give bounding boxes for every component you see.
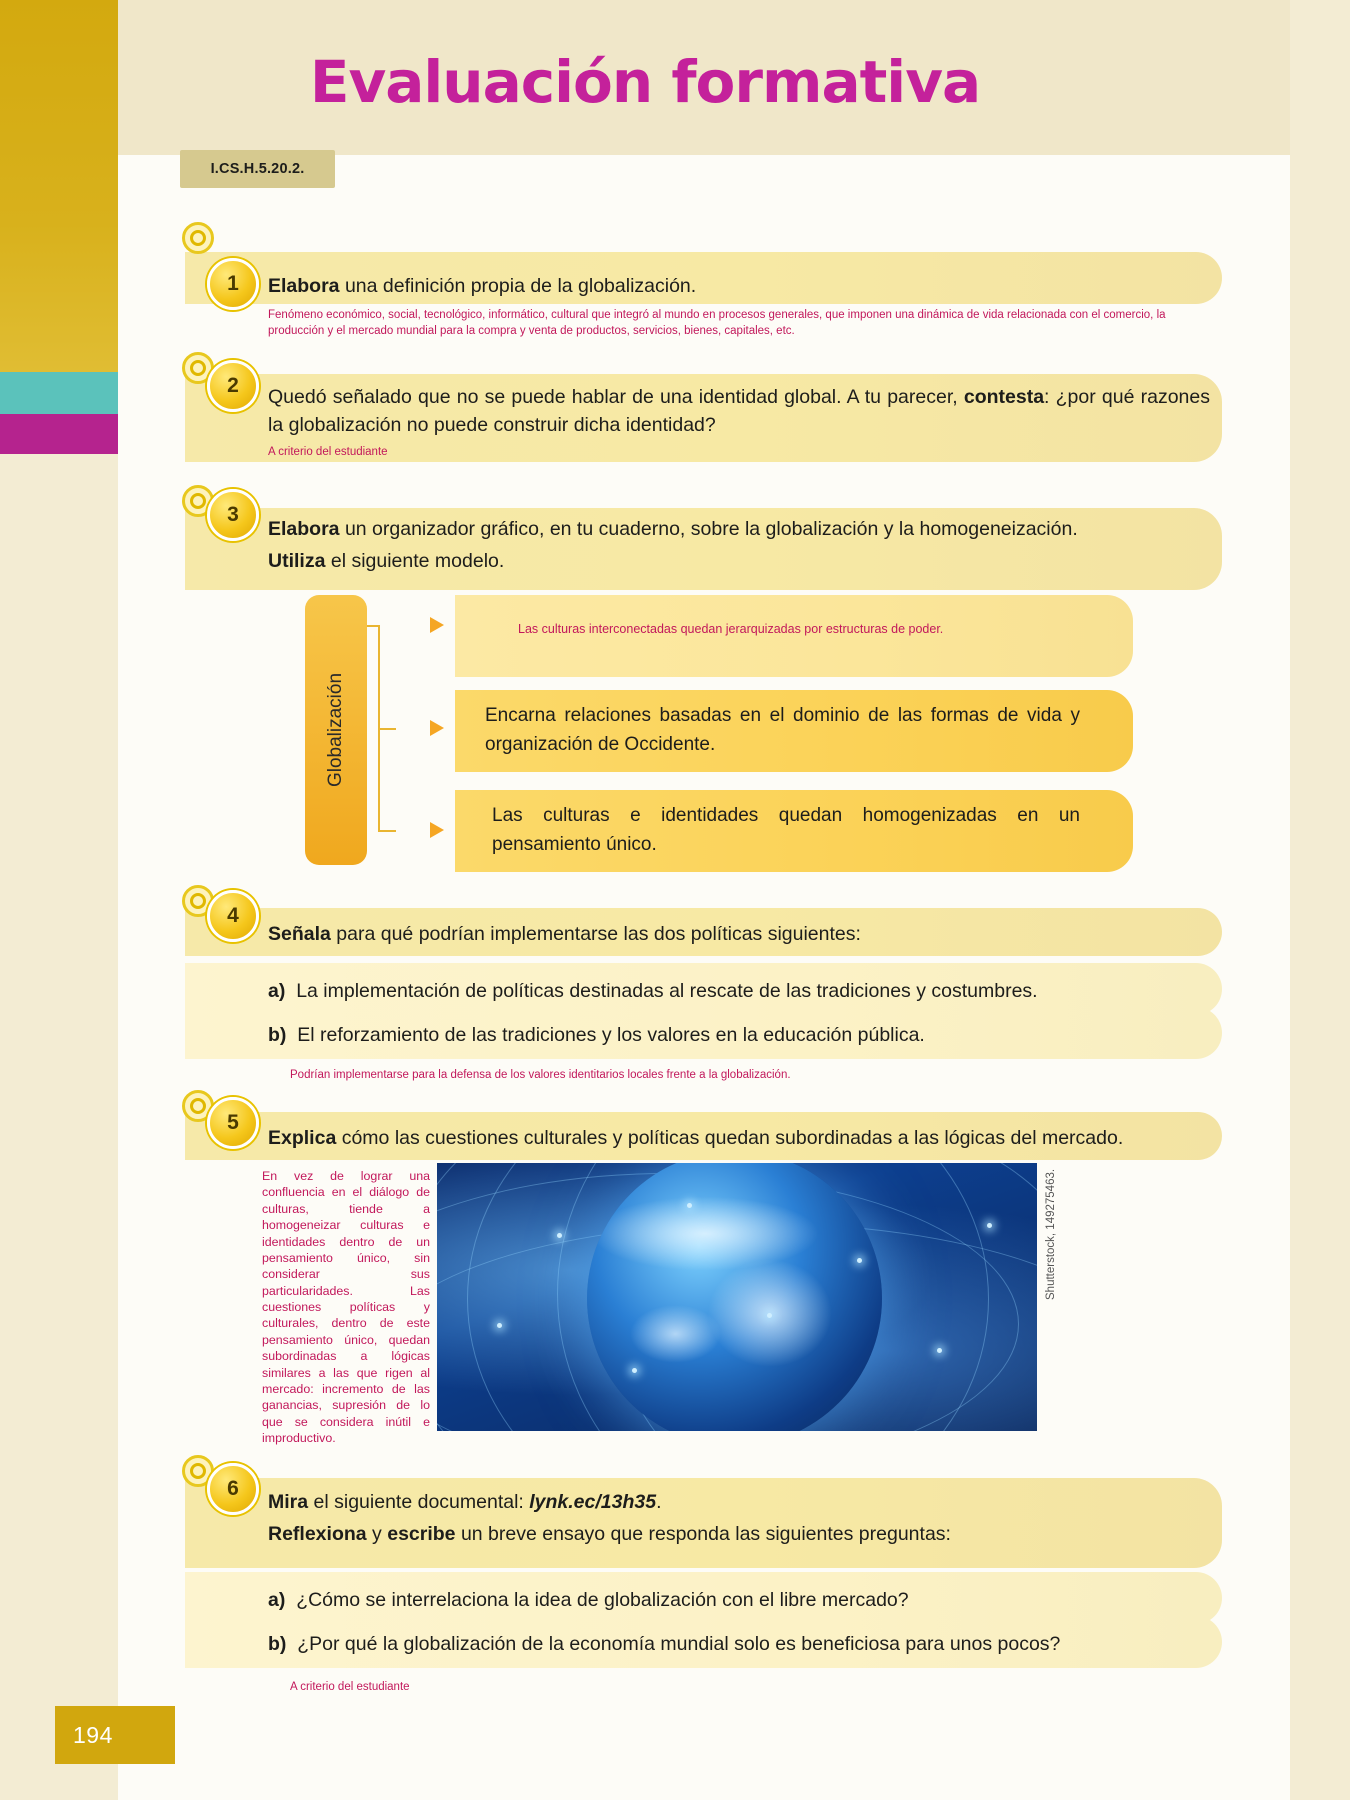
photo-credit: Shutterstock, 149275463.: [1045, 1168, 1057, 1300]
question-1-number: 1: [207, 258, 259, 310]
question-4-prompt-bold: Señala: [268, 923, 331, 945]
question-3-prompt-bold-2: Utiliza: [268, 550, 326, 572]
question-3-prompt: [268, 515, 1203, 543]
question-5-answer: En vez de lograr una confluencia en el diálogo de culturas, tiende a homogeneizar culturas e identidades dentro de un pensamiento único, sin considerar sus particularidades. Las cuestiones políticas y culturales, dentro de este pensamiento único, quedan subordinadas a lógicas similares a las que rigen al mercado: incremento de las ganancias, supresión de lo que se considera inútil e improductivo.: [262, 1169, 430, 1445]
question-6-prompt-rest-2: un breve ensayo que responda las siguientes preguntas:: [455, 1523, 951, 1545]
question-1-prompt: [268, 272, 1168, 300]
question-3-prompt-rest: un organizador gráfico, en tu cuaderno, sobre la globalización y la homogeneización.: [339, 518, 1078, 540]
spiral-decoration-1: [182, 222, 214, 254]
question-2-number: 2: [207, 360, 259, 412]
question-2-answer: A criterio del estudiante: [268, 446, 388, 458]
question-3-number: 3: [207, 489, 259, 541]
question-6-prompt-mid-2: y: [366, 1523, 388, 1545]
question-6-link[interactable]: lynk.ec/13h35: [529, 1491, 657, 1513]
organizer-branch-text-2: Encarna relaciones basadas en el dominio de las formas de vida y organización de Occidente.: [485, 705, 1080, 755]
question-3-prompt-bold: Elabora: [268, 518, 340, 540]
question-3-prompt-2: [268, 547, 1203, 575]
question-5-prompt-rest: cómo las cuestiones culturales y políticas quedan subordinadas a las lógicas del mercado.: [336, 1127, 1124, 1149]
question-6-prompt-bold: Mira: [268, 1491, 309, 1513]
question-6-prompt-2: [268, 1520, 1188, 1548]
page-number: 194: [73, 1721, 113, 1748]
organizer-root-label: Globalización: [325, 672, 346, 788]
question-4-answer: Podrían implementarse para la defensa de los valores identitarios locales frente a la globalización.: [290, 1069, 791, 1081]
organizer-branch-text-1: Las culturas interconectadas quedan jerarquizadas por estructuras de poder.: [518, 622, 944, 636]
organizer-branch-text-3: Las culturas e identidades quedan homogenizadas en un pensamiento único.: [492, 805, 1080, 855]
sidebar-magenta-block: [0, 414, 118, 454]
question-6-prompt: [268, 1488, 1188, 1516]
question-5-prompt-bold: Explica: [268, 1127, 337, 1149]
sidebar-lower-block: [0, 454, 118, 1800]
question-3-prompt-rest-2: el siguiente modelo.: [325, 550, 505, 572]
sidebar-teal-block: [0, 372, 118, 414]
question-4-item-b-label: b): [268, 1024, 287, 1046]
question-4-item-a-text: La implementación de políticas destinadas al rescate de las tradiciones y costumbres.: [296, 980, 1038, 1002]
organizer-root-node: [305, 595, 367, 865]
question-2-prompt-line2: : ¿por qué razones la globalización no puede construir dicha identidad?: [268, 386, 1210, 437]
question-4-prompt-rest: para qué podrían implementarse las dos políticas siguientes:: [330, 923, 861, 945]
question-6-prompt-bold-2: Reflexiona: [268, 1523, 367, 1545]
question-4-item-b-text: El reforzamiento de las tradiciones y los valores en la educación pública.: [297, 1024, 925, 1046]
organizer-arrow-icon-1: [430, 617, 444, 633]
globe-graphic: [587, 1163, 882, 1431]
question-6-prompt-rest: el siguiente documental:: [308, 1491, 530, 1513]
organizer-connector-h-2: [378, 728, 396, 730]
question-2-prompt: [268, 383, 1210, 440]
question-6-prompt-end: .: [656, 1491, 662, 1513]
question-1-answer: Fenómeno económico, social, tecnológico, informático, cultural que integró al mundo en procesos generales, que imponen una dinámica de vida relacionada con el comercio, la producción y el mercado mundial para la compra y venta de productos, servicios, bienes, capitales, etc.: [268, 309, 1166, 337]
question-6-answer: A criterio del estudiante: [290, 1681, 410, 1693]
question-4-item-a: [268, 977, 1168, 1005]
question-1-prompt-bold: Elabora: [268, 275, 340, 297]
question-6-item-b: [268, 1630, 1168, 1658]
organizer-arrow-icon-3: [430, 822, 444, 838]
question-6-item-b-text: ¿Por qué la globalización de la economía mundial solo es beneficiosa para unos pocos?: [297, 1633, 1061, 1655]
question-1-prompt-rest: una definición propia de la globalización.: [339, 275, 697, 297]
question-5-prompt: [268, 1124, 1208, 1152]
question-6-item-a-label: a): [268, 1589, 286, 1611]
standard-code-badge: [180, 150, 335, 188]
standard-code-text: I.CS.H.5.20.2.: [210, 161, 305, 177]
question-4-item-b: [268, 1021, 1168, 1049]
question-6-number: 6: [207, 1463, 259, 1515]
page-number-block: [55, 1706, 175, 1764]
question-6-item-a: [268, 1586, 1168, 1614]
organizer-connector-h-1: [367, 625, 379, 627]
right-margin: [1290, 0, 1350, 1800]
organizer-arrow-icon-2: [430, 720, 444, 736]
question-5-number: 5: [207, 1097, 259, 1149]
question-4-number: 4: [207, 890, 259, 942]
question-4-prompt: [268, 920, 1188, 948]
question-2-prompt-line1: Quedó señalado que no se puede hablar de una identidad global. A tu parecer,: [268, 386, 964, 408]
page-title: Evaluación formativa: [309, 48, 981, 116]
question-6-prompt-bold-3: escribe: [387, 1523, 456, 1545]
question-6-item-a-text: ¿Cómo se interrelaciona la idea de globalización con el libre mercado?: [296, 1589, 909, 1611]
organizer-connector-h-3: [378, 830, 396, 832]
question-6-item-b-label: b): [268, 1633, 287, 1655]
question-4-item-a-label: a): [268, 980, 286, 1002]
question-2-prompt-bold: contesta: [963, 386, 1045, 408]
globalization-photo: [437, 1163, 1037, 1431]
